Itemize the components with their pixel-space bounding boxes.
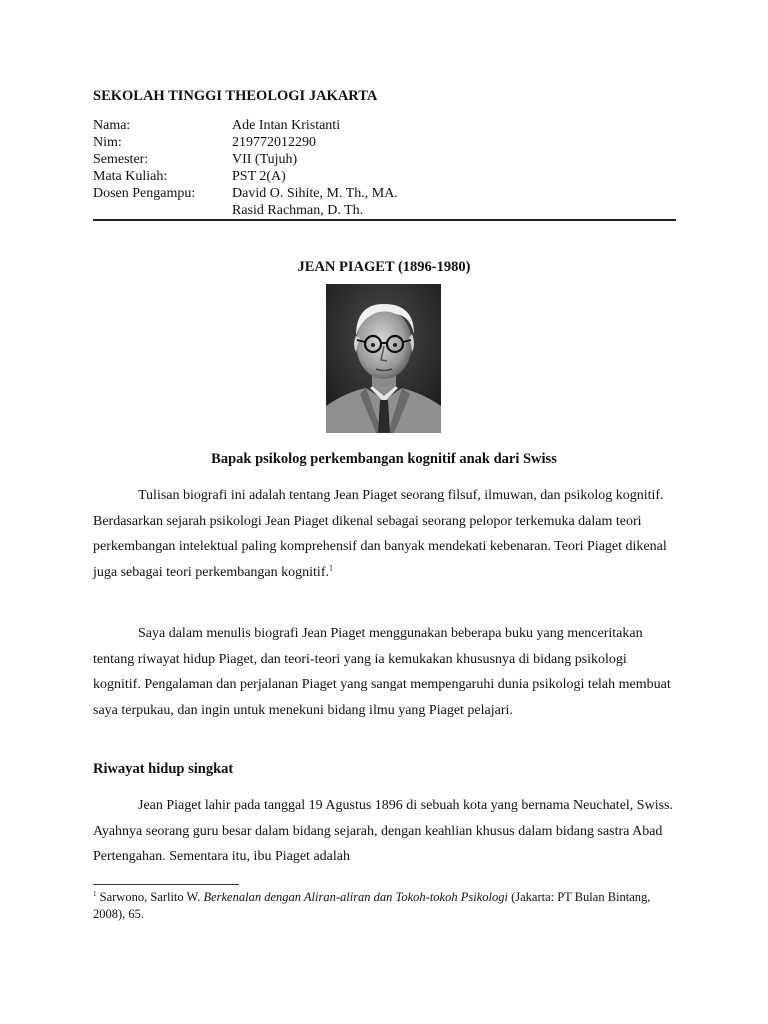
header-divider (93, 219, 676, 221)
school-name: SEKOLAH TINGGI THEOLOGI JAKARTA (93, 88, 378, 104)
info-row-dosen-pengampu (93, 185, 398, 202)
info-value: VII (Tujuh) (232, 152, 298, 167)
footnote-number: 1 (93, 889, 97, 898)
info-label: Mata Kuliah: (93, 169, 168, 184)
info-row-mata-kuliah (93, 168, 398, 185)
info-row-semester (93, 151, 398, 168)
paragraph-intro (93, 483, 676, 585)
info-label: Semester: (93, 152, 149, 167)
info-label (93, 202, 232, 219)
footnote-book-title: Berkenalan dengan Aliran-aliran dan Tokoh-tokoh Psikologi (203, 890, 508, 904)
info-value: Rasid Rachman, D. Th. (232, 203, 364, 218)
document-subtitle: Bapak psikolog perkembangan kognitif anak dari Swiss (211, 451, 557, 467)
paragraph-intro-text: Tulisan biografi ini adalah tentang Jean Piaget seorang filsuf, ilmuwan, dan psikolog kognitif. Berdasarkan sejarah psikologi Jean Piaget dikenal sebagai seorang pelopor terkemuka dalam teori perkembangan intelektual paling komprehensif dan banyak mendekati kebenaran. Teori Piaget dikenal juga sebagai teori perkembangan kognitif. (93, 488, 667, 580)
document-title: JEAN PIAGET (1896-1980) (297, 259, 471, 275)
info-value: Ade Intan Kristanti (232, 118, 341, 133)
info-row-nama (93, 117, 398, 134)
info-value: David O. Sihite, M. Th., MA. (232, 186, 398, 201)
info-row-dosen-pengampu-2 (93, 202, 398, 219)
info-label: Nim: (93, 135, 122, 150)
footnote (93, 889, 676, 923)
info-value: PST 2(A) (232, 169, 286, 184)
portrait-photo (326, 284, 441, 433)
paragraph-biography: Jean Piaget lahir pada tanggal 19 Agustus 1896 di sebuah kota yang bernama Neuchatel, Swiss. Ayahnya seorang guru besar dalam bidang sejarah, dengan keahlian khusus dalam bidang sastra Abad Pertengahan. Sementara itu, ibu Piaget adalah (93, 798, 673, 865)
student-info (93, 117, 398, 219)
portrait-illustration (326, 284, 441, 433)
info-row-nim (93, 134, 398, 151)
info-label: Dosen Pengampu: (93, 186, 196, 201)
section-heading: Riwayat hidup singkat (93, 761, 234, 777)
info-label: Nama: (93, 118, 131, 133)
paragraph-sources: Saya dalam menulis biografi Jean Piaget menggunakan beberapa buku yang menceritakan tentang riwayat hidup Piaget, dan teori-teori yang ia kemukakan khususnya di bidang psikologi kognitif. Pengalaman dan perjalanan Piaget yang sangat mempengaruhi dunia psikologi telah membuat saya terpukau, dan ingin untuk menekuni bidang ilmu yang Piaget pelajari. (93, 626, 671, 718)
footnote-author: Sarwono, Sarlito W. (99, 890, 201, 904)
footnote-reference: 1 (328, 563, 333, 573)
footnote-publication: (Jakarta: PT Bulan Bintang, 2008), 65. (93, 890, 651, 921)
footnote-divider (93, 884, 239, 885)
info-value: 219772012290 (232, 135, 316, 150)
